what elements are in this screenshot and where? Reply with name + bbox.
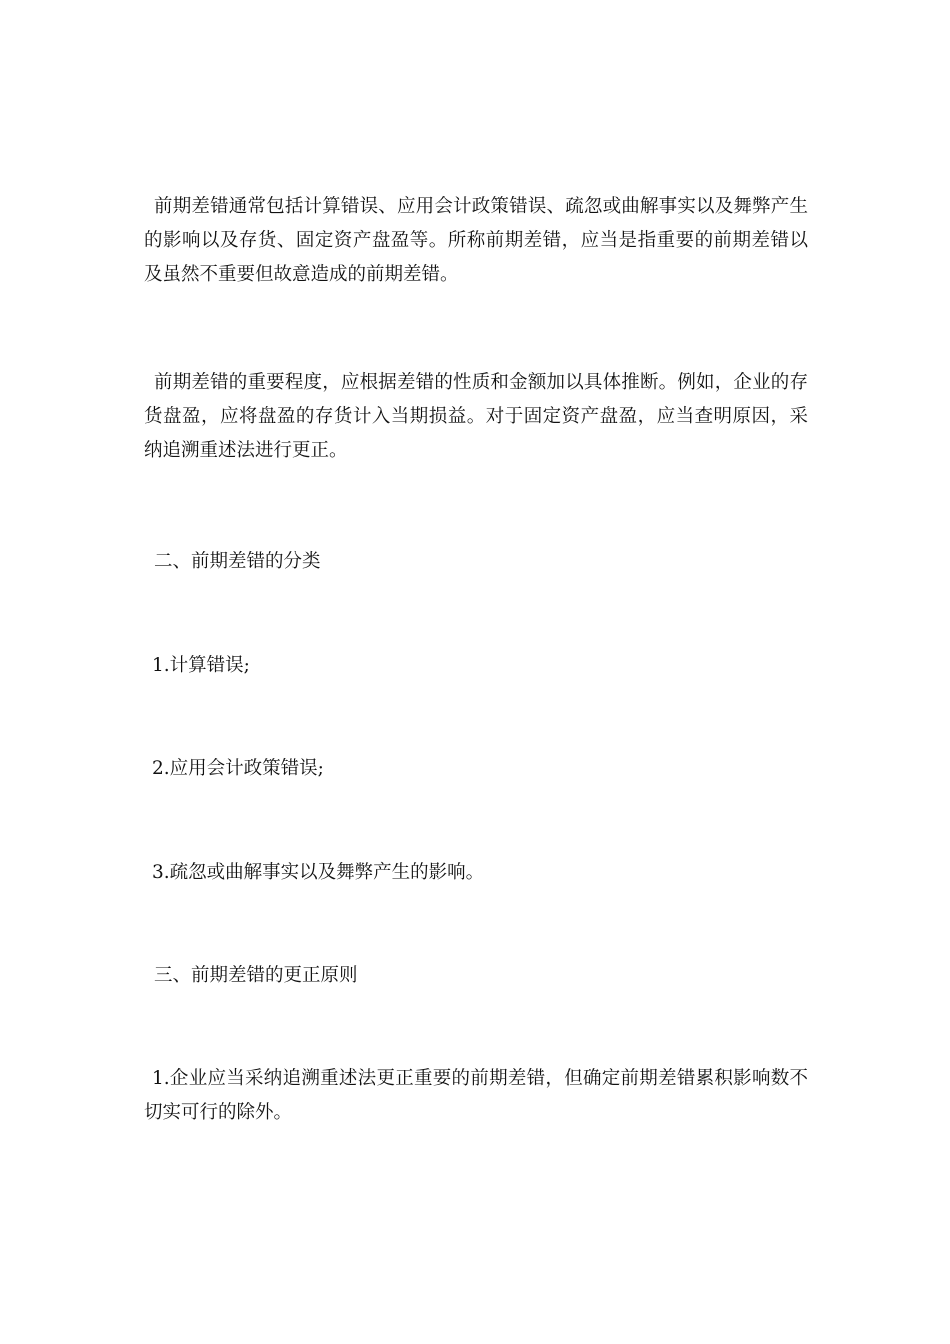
list-item-calculation-error: 1.计算错误; bbox=[152, 655, 250, 676]
paragraph-error-materiality: 前期差错的重要程度，应根据差错的性质和金额加以具体推断。例如，企业的存货盘盈，应将盘盈的存货计入当期损益。对于固定资产盘盈，应当查明原因，采纳追溯重述法进行更正。 bbox=[144, 372, 808, 461]
section-heading-classification: 二、前期差错的分类 bbox=[154, 551, 321, 572]
paragraph-error-definition: 前期差错通常包括计算错误、应用会计政策错误、疏忽或曲解事实以及舞弊产生的影响以及存货、固定资产盘盈等。所称前期差错，应当是指重要的前期差错以及虽然不重要但故意造成的前期差错。 bbox=[144, 196, 808, 285]
section-heading-correction-principles: 三、前期差错的更正原则 bbox=[154, 965, 358, 986]
list-item-retrospective-restatement: 1.企业应当采纳追溯重述法更正重要的前期差错，但确定前期差错累积影响数不切实可行的除外。 bbox=[144, 1068, 808, 1123]
list-item-fraud-effect: 3.疏忽或曲解事实以及舞弊产生的影响。 bbox=[152, 862, 485, 883]
list-item-policy-error: 2.应用会计政策错误; bbox=[152, 758, 324, 779]
